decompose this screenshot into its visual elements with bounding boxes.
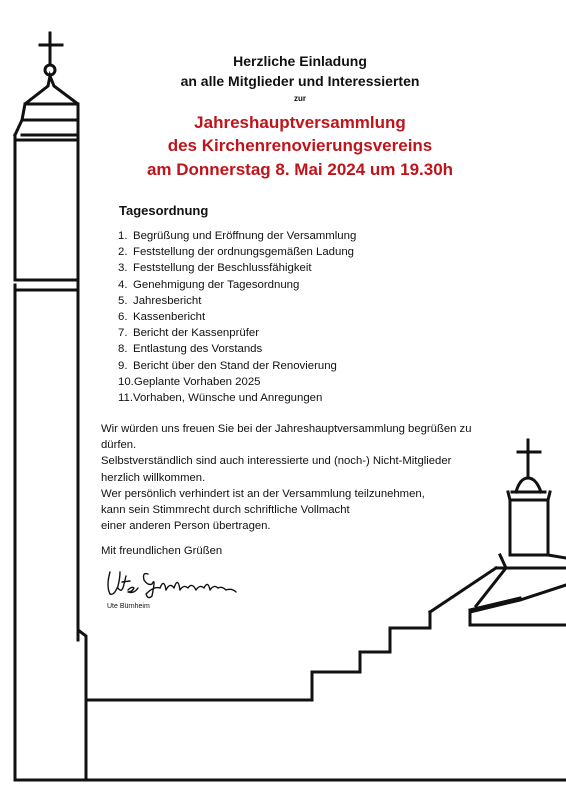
cross-icon	[518, 440, 540, 478]
agenda-item-number: 1.	[118, 230, 128, 242]
agenda-item-number: 8.	[118, 343, 128, 356]
agenda-item	[118, 309, 356, 325]
agenda-item-text: Genehmigung der Tagesordnung	[133, 278, 300, 291]
agenda-item-text: Begrüßung und Eröffnung der Versammlung	[133, 230, 357, 242]
agenda-item-number: 2.	[118, 246, 128, 259]
body-line: einer anderen Person übertragen.	[101, 520, 271, 533]
agenda-item-number: 6.	[118, 311, 128, 324]
signer-name: Ute Bürnheim	[107, 603, 150, 610]
agenda-item-text: Kassenbericht	[133, 311, 206, 324]
agenda-item	[118, 244, 356, 260]
body-line: Selbstverständlich sind auch interessierte und (noch-) Nicht-Mitglieder	[101, 455, 452, 468]
agenda-item-text: Bericht über den Stand der Renovierung	[133, 359, 337, 372]
agenda-item	[118, 390, 356, 406]
agenda-item	[118, 228, 356, 244]
invitation-connector: zur	[294, 94, 306, 103]
agenda-item-number: 7.	[118, 327, 128, 340]
handwritten-signature	[104, 566, 244, 602]
event-organization: des Kirchenrenovierungsvereins	[167, 136, 433, 155]
agenda-item	[118, 277, 356, 293]
agenda-item	[118, 293, 356, 309]
body-line: dürfen.	[101, 439, 137, 452]
church-tower-icon	[15, 65, 86, 780]
agenda-list	[118, 228, 356, 406]
agenda-item-text: Bericht der Kassenprüfer	[133, 327, 259, 340]
cross-icon	[40, 33, 62, 65]
body-line: kann sein Stimmrecht durch schriftliche Vollmacht	[101, 504, 350, 517]
body-line: herzlich willkommen.	[101, 471, 206, 484]
invitation-heading: Herzliche Einladung	[233, 53, 367, 69]
agenda-title: Tagesordnung	[119, 203, 209, 218]
agenda-item-text: Jahresbericht	[133, 294, 202, 307]
event-title: Jahreshauptversammlung	[194, 113, 406, 132]
agenda-item-number: 9.	[118, 359, 128, 372]
agenda-item-text: Entlastung des Vorstands	[133, 343, 263, 356]
invitation-audience: an alle Mitglieder und Interessierten	[180, 73, 420, 89]
agenda-item-text: Geplante Vorhaben 2025	[133, 375, 261, 388]
event-date-time: am Donnerstag 8. Mai 2024 um 19.30h	[146, 160, 454, 179]
agenda-item-number: 10.	[118, 375, 134, 388]
agenda-item	[118, 358, 356, 374]
invitation-body	[101, 421, 511, 534]
agenda-item	[118, 341, 356, 357]
agenda-item-number: 11.	[118, 392, 133, 405]
agenda-item-text: Feststellung der Beschlussfähigkeit	[133, 262, 312, 275]
agenda-item-number: 5.	[118, 294, 128, 307]
agenda-item-text: Vorhaben, Wünsche und Anregungen	[133, 392, 323, 405]
agenda-item	[118, 260, 356, 276]
agenda-item-number: 4.	[118, 278, 128, 291]
body-line: Wer persönlich verhindert ist an der Versammlung teilzunehmen,	[101, 487, 425, 500]
agenda-item	[118, 374, 356, 390]
agenda-item-text: Feststellung der ordnungsgemäßen Ladung	[133, 246, 354, 259]
agenda-item-number: 3.	[118, 262, 128, 275]
body-line: Wir würden uns freuen Sie bei der Jahreshauptversammlung begrüßen zu	[101, 423, 472, 435]
closing-greeting: Mit freundlichen Grüßen	[101, 545, 223, 557]
agenda-item	[118, 325, 356, 341]
